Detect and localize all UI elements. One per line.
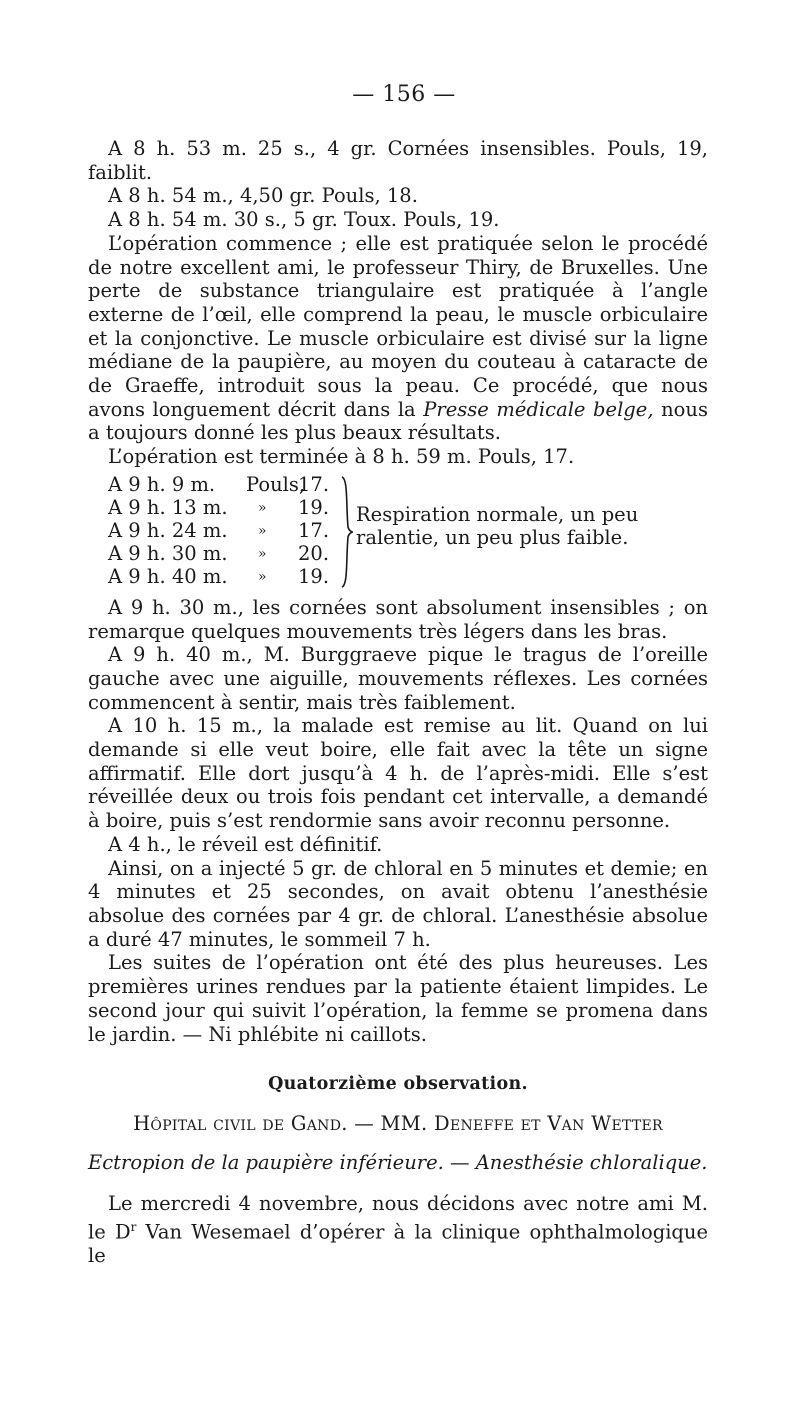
respiration-note: Respiration normale, un peu ralentie, un peu plus faible.	[356, 502, 639, 549]
body-paragraph: A 10 h. 15 m., la malade est remise au lit. Quand on lui demande si elle veut boire, elle fait avec la tête un signe affirmatif. Elle dort jusqu’à 4 h. de l’après-midi. Elle s’est réveillée deux ou trois fois pendant cet intervalle, a demandé à boire, puis s’est rendormie sans avoir reconnu personne.	[88, 714, 708, 833]
timing-value: 17.	[298, 518, 330, 542]
timing-value: 17.	[298, 472, 330, 496]
timing-line-853: A 8 h. 53 m. 25 s., 4 gr. Cornées insensibles. Pouls, 19, faiblit.	[88, 137, 708, 184]
book-page	[88, 82, 708, 1268]
timing-time: A 9 h. 24 m.	[108, 518, 228, 542]
page-number: — 156 —	[352, 82, 456, 107]
curly-brace-icon	[340, 475, 354, 589]
timing-label: »	[258, 545, 267, 562]
operation-text-start: L’opération commence ; elle est pratiquée selon le procédé de notre excellent ami, le professeur Thiry, de Bruxelles. Une perte de substance triangulaire est pratiquée à l’angle externe de l’œil, elle comprend la peau, le muscle orbiculaire et la conjonctive. Le muscle orbiculaire est divisé sur la ligne médiane de la paupière, au moyen du couteau à cataracte de de Graeffe, introduit sous la peau. Ce procédé, que nous avons longuement décrit dans la	[88, 231, 708, 421]
timing-label: »	[258, 568, 267, 585]
operation-end-line: L’opération est terminée à 8 h. 59 m. Pouls, 17.	[108, 445, 575, 469]
body-paragraph: Ainsi, on a injecté 5 gr. de chloral en 5 minutes et demie; en 4 minutes et 25 secondes, on avait obtenu l’anesthésie absolue des cornées par 4 gr. de chloral. L’anesthésie absolue a duré 47 minutes, le sommeil 7 h.	[88, 856, 708, 951]
timing-value: 19.	[298, 495, 330, 519]
timing-time: A 9 h. 30 m.	[108, 541, 228, 565]
body-paragraph: A 9 h. 30 m., les cornées sont absolument insensibles ; on remarque quelques mouvements très légers dans les bras.	[88, 595, 708, 643]
closing-text-end: Van Wesemael d’opérer à la clinique ophthalmologique le	[88, 1220, 709, 1268]
body-paragraph: A 9 h. 40 m., M. Burggraeve pique le tragus de l’oreille gauche avec une aiguille, mouvements réflexes. Les cornées commencent à sentir, mais très faiblement.	[88, 643, 708, 714]
timing-line-854: A 8 h. 54 m., 4,50 gr. Pouls, 18.	[108, 184, 418, 208]
timing-label: Pouls,	[246, 472, 306, 496]
case-title: Ectropion de la paupière inférieure. — Anesthésie chloralique.	[88, 1151, 708, 1175]
section-heading: Quatorzième observation.	[268, 1074, 528, 1095]
doctor-abbrev-sup: r	[130, 1219, 137, 1234]
timing-label: »	[258, 499, 267, 516]
closing-paragraph	[88, 1192, 708, 1268]
operation-text-end: nous a toujours donné les plus beaux résultats.	[88, 397, 708, 445]
timing-label: »	[258, 522, 267, 539]
timing-time: A 9 h. 9 m.	[108, 472, 216, 496]
journal-title: Presse médicale belge,	[423, 397, 654, 421]
hospital-line: Hôpital civil de Gand. — MM. Deneffe et Van Wetter	[133, 1112, 663, 1136]
pulse-timing-table	[88, 473, 708, 593]
timing-time: A 9 h. 40 m.	[108, 564, 228, 588]
body-paragraph: Les suites de l’opération ont été des plus heureuses. Les premières urines rendues par la patiente étaient limpides. Le second jour qui suivit l’opération, la femme se promena dans le jardin. — Ni phlébite ni caillots.	[88, 951, 708, 1046]
timing-time: A 9 h. 13 m.	[108, 495, 228, 519]
body-paragraph: A 4 h., le réveil est définitif.	[108, 832, 383, 856]
closing-text-start: Le mercredi 4 novembre, nous décidons avec notre ami M. le D	[88, 1192, 708, 1244]
operation-paragraph	[88, 232, 708, 445]
timing-value: 19.	[298, 564, 330, 588]
timing-value: 20.	[298, 541, 330, 565]
timing-line-8543: A 8 h. 54 m. 30 s., 5 gr. Toux. Pouls, 19.	[108, 208, 500, 232]
